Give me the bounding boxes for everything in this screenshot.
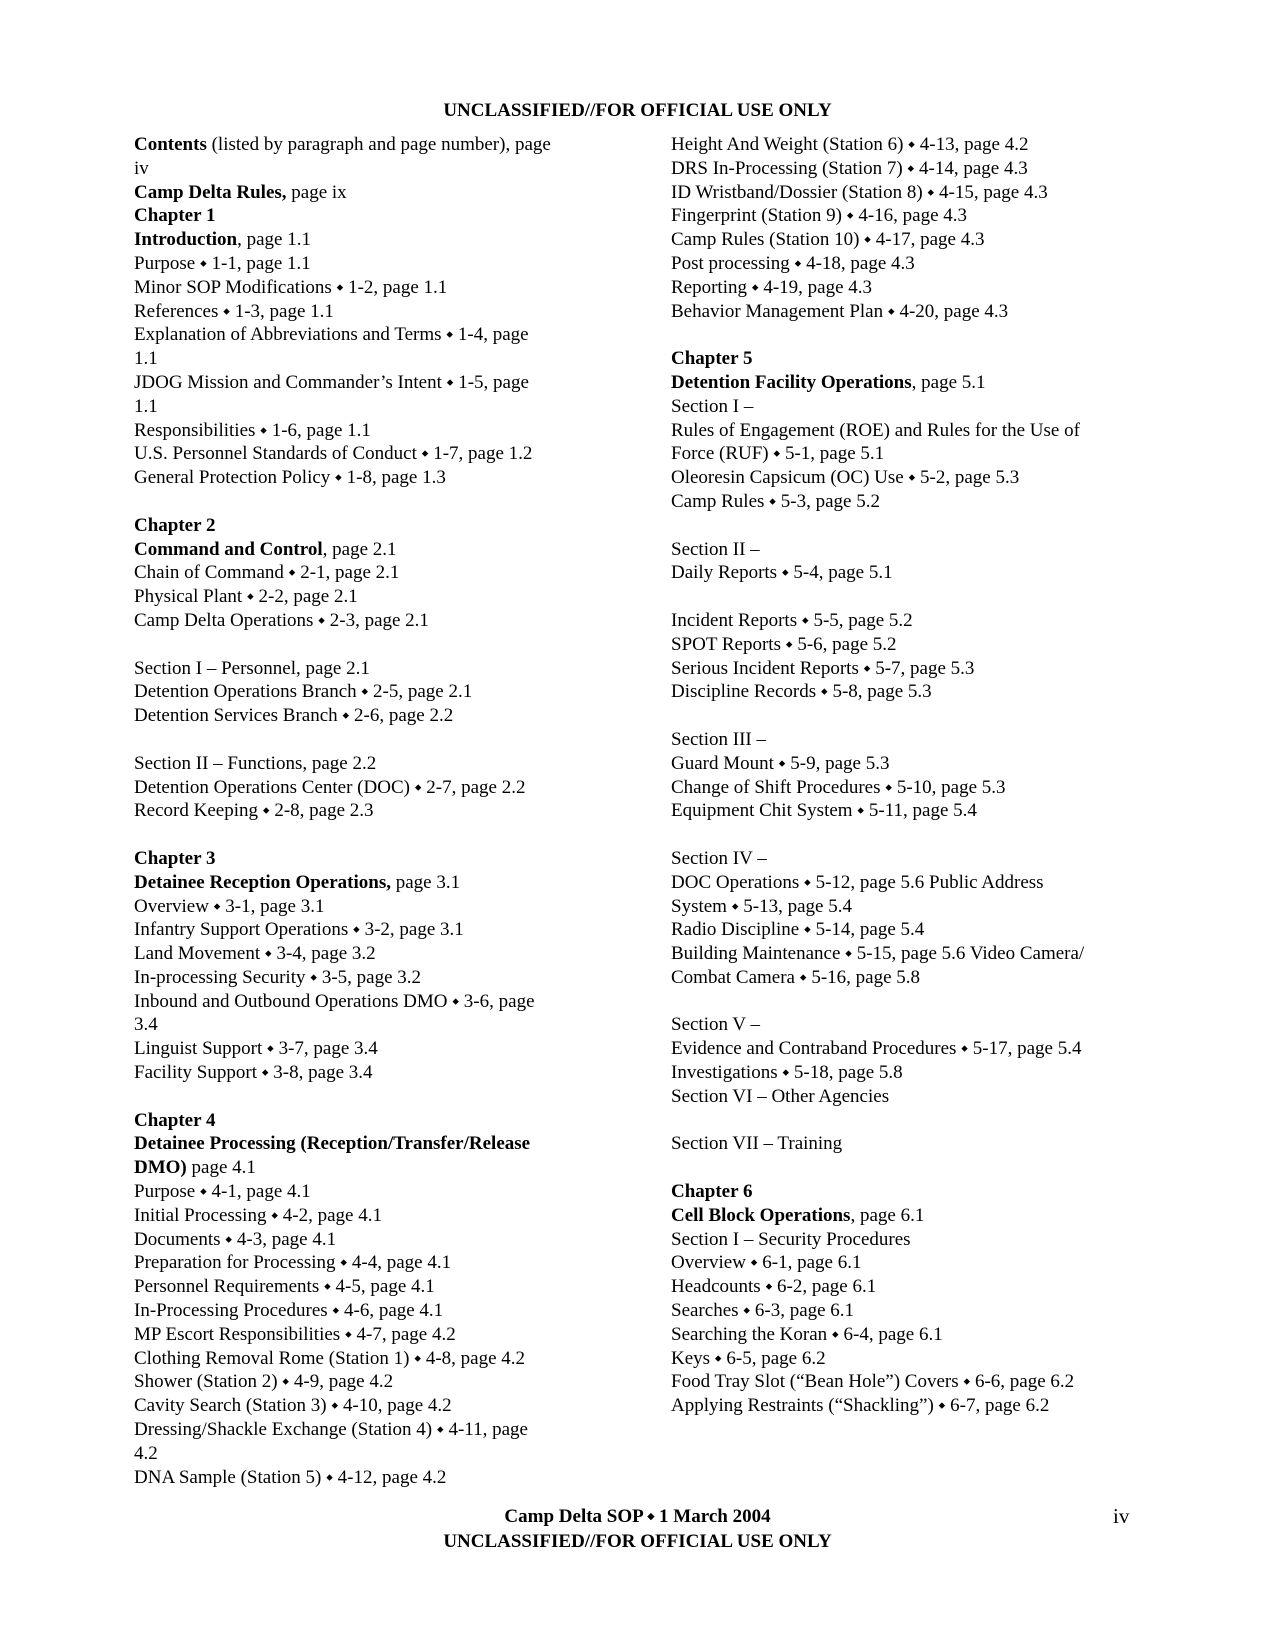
toc-entry-text: Personnel Requirements ⬩ 4-5, page 4.1 xyxy=(134,1276,435,1298)
toc-entry xyxy=(671,609,1141,633)
toc-entry-text: Chain of Command ⬩ 2-1, page 2.1 xyxy=(134,562,400,584)
toc-entry xyxy=(671,395,1141,419)
toc-entry xyxy=(134,942,604,966)
toc-entry-text: DRS In-Processing (Station 7) ⬩ 4-14, page 4.3 xyxy=(671,157,1028,179)
toc-entry-text: In-Processing Procedures ⬩ 4-6, page 4.1 xyxy=(134,1300,444,1322)
toc-entry xyxy=(134,990,604,1014)
toc-entry-text: Radio Discipline ⬩ 5-14, page 5.4 xyxy=(671,919,925,941)
toc-spacer xyxy=(134,490,604,514)
toc-entry-text: System ⬩ 5-13, page 5.4 xyxy=(671,895,852,917)
toc-entry-heading: Chapter 4 xyxy=(134,1109,216,1131)
toc-entry xyxy=(671,895,1141,919)
toc-entry-text: Discipline Records ⬩ 5-8, page 5.3 xyxy=(671,681,932,703)
toc-entry-text: page 4.1 xyxy=(186,1157,256,1179)
toc-entry-text: In-processing Security ⬩ 3-5, page 3.2 xyxy=(134,966,422,988)
toc-entry xyxy=(134,561,604,585)
toc-entry xyxy=(134,776,604,800)
toc-entry xyxy=(671,561,1141,585)
toc-entry xyxy=(671,1204,1141,1228)
toc-entry xyxy=(134,1394,604,1418)
toc-entry xyxy=(134,1251,604,1275)
toc-entry-text: Linguist Support ⬩ 3-7, page 3.4 xyxy=(134,1038,378,1060)
toc-entry-heading: Chapter 5 xyxy=(671,348,753,370)
toc-entry xyxy=(671,1085,1141,1109)
toc-entry xyxy=(134,680,604,704)
toc-entry xyxy=(134,585,604,609)
toc-spacer xyxy=(671,514,1141,538)
toc-entry xyxy=(134,918,604,942)
toc-entry-text: Purpose ⬩ 4-1, page 4.1 xyxy=(134,1181,311,1203)
toc-entry-text: Section VII – Training xyxy=(671,1133,843,1155)
toc-entry-heading: Detainee Reception Operations, xyxy=(134,871,391,893)
toc-entry-text: Explanation of Abbreviations and Terms ⬩ 1-4, page xyxy=(134,324,529,346)
toc-entry xyxy=(671,228,1141,252)
toc-entry-text: Keys ⬩ 6-5, page 6.2 xyxy=(671,1347,826,1369)
toc-entry xyxy=(671,776,1141,800)
toc-entry-text: Reporting ⬩ 4-19, page 4.3 xyxy=(671,276,873,298)
toc-entry-text: Guard Mount ⬩ 5-9, page 5.3 xyxy=(671,752,890,774)
toc-entry xyxy=(134,323,604,347)
toc-entry-text: Rules of Engagement (ROE) and Rules for the Use of xyxy=(671,419,1080,441)
toc-entry xyxy=(134,133,604,157)
toc-entry-text: , page 5.1 xyxy=(911,371,986,393)
toc-entry-text: 4.2 xyxy=(134,1442,158,1464)
toc-entry xyxy=(671,157,1141,181)
toc-entry-text: Combat Camera ⬩ 5-16, page 5.8 xyxy=(671,966,921,988)
toc-entry-text: References ⬩ 1-3, page 1.1 xyxy=(134,300,334,322)
toc-entry xyxy=(134,300,604,324)
toc-entry xyxy=(671,1370,1141,1394)
toc-entry xyxy=(134,1109,604,1133)
toc-entry-text: Section IV – xyxy=(671,847,767,869)
toc-entry-text: Overview ⬩ 3-1, page 3.1 xyxy=(134,895,325,917)
toc-entry-text: U.S. Personnel Standards of Conduct ⬩ 1-7, page 1.2 xyxy=(134,443,533,465)
toc-entry-text: Record Keeping ⬩ 2-8, page 2.3 xyxy=(134,800,374,822)
toc-entry xyxy=(134,752,604,776)
toc-entry-text: (listed by paragraph and page number), page xyxy=(206,134,551,155)
classification-header: UNCLASSIFIED//FOR OFFICIAL USE ONLY xyxy=(443,100,832,121)
toc-spacer xyxy=(671,1156,1141,1180)
toc-entry xyxy=(671,942,1141,966)
toc-entry xyxy=(671,966,1141,990)
toc-entry-text: Equipment Chit System ⬩ 5-11, page 5.4 xyxy=(671,800,977,822)
toc-entry xyxy=(671,1132,1141,1156)
toc-entry-text: Evidence and Contraband Procedures ⬩ 5-17, page 5.4 xyxy=(671,1038,1082,1060)
toc-entry xyxy=(134,895,604,919)
toc-entry-text: Daily Reports ⬩ 5-4, page 5.1 xyxy=(671,562,893,584)
toc-entry xyxy=(671,276,1141,300)
toc-entry xyxy=(134,1299,604,1323)
toc-entry-text: Detention Operations Center (DOC) ⬩ 2-7, page 2.2 xyxy=(134,776,526,798)
toc-entry xyxy=(671,204,1141,228)
toc-entry-text: Post processing ⬩ 4-18, page 4.3 xyxy=(671,252,915,274)
toc-entry xyxy=(671,1037,1141,1061)
toc-entry xyxy=(134,704,604,728)
toc-entry xyxy=(134,276,604,300)
toc-entry-text: Searches ⬩ 6-3, page 6.1 xyxy=(671,1300,855,1322)
toc-entry xyxy=(134,609,604,633)
toc-spacer xyxy=(134,633,604,657)
toc-entry xyxy=(134,181,604,205)
toc-entry xyxy=(134,1275,604,1299)
toc-entry-text: , page 2.1 xyxy=(322,538,397,560)
toc-entry xyxy=(671,1299,1141,1323)
toc-entry xyxy=(134,371,604,395)
page-footer xyxy=(0,1504,1275,1554)
toc-entry-text: iv xyxy=(134,157,149,179)
page-number: iv xyxy=(1113,1504,1130,1528)
toc-entry xyxy=(671,847,1141,871)
toc-entry-text: Camp Rules (Station 10) ⬩ 4-17, page 4.3 xyxy=(671,229,985,251)
toc-entry-heading: Command and Control xyxy=(134,538,323,560)
toc-entry-heading: Contents xyxy=(134,134,207,155)
toc-entry-text: Force (RUF) ⬩ 5-1, page 5.1 xyxy=(671,443,885,465)
toc-entry-text: Facility Support ⬩ 3-8, page 3.4 xyxy=(134,1062,373,1084)
toc-entry-text: Preparation for Processing ⬩ 4-4, page 4.1 xyxy=(134,1252,452,1274)
toc-entry-text: DNA Sample (Station 5) ⬩ 4-12, page 4.2 xyxy=(134,1466,447,1488)
toc-entry xyxy=(134,204,604,228)
toc-entry xyxy=(134,1156,604,1180)
toc-entry xyxy=(134,1061,604,1085)
toc-entry xyxy=(671,371,1141,395)
toc-entry-text: Land Movement ⬩ 3-4, page 3.2 xyxy=(134,943,376,965)
toc-entry-heading: Detainee Processing (Reception/Transfer/Release xyxy=(134,1133,531,1155)
toc-entry-heading: Camp Delta Rules, xyxy=(134,181,287,203)
toc-entry xyxy=(671,181,1141,205)
toc-entry-text: SPOT Reports ⬩ 5-6, page 5.2 xyxy=(671,633,897,655)
toc-entry xyxy=(134,1013,604,1037)
toc-entry-text: 1.1 xyxy=(134,348,158,370)
toc-entry xyxy=(134,1180,604,1204)
toc-entry xyxy=(671,1394,1141,1418)
toc-entry xyxy=(671,1061,1141,1085)
toc-entry-text: General Protection Policy ⬩ 1-8, page 1.3 xyxy=(134,467,446,489)
toc-entry-text: Searching the Koran ⬩ 6-4, page 6.1 xyxy=(671,1323,943,1345)
toc-spacer xyxy=(134,823,604,847)
toc-entry xyxy=(671,347,1141,371)
toc-entry-text: , page 6.1 xyxy=(850,1204,925,1226)
toc-entry-text: ID Wristband/Dossier (Station 8) ⬩ 4-15, page 4.3 xyxy=(671,181,1048,203)
toc-entry xyxy=(671,1228,1141,1252)
footer-title: Camp Delta SOP ⬩ 1 March 2004 xyxy=(504,1506,771,1527)
toc-entry-text: Minor SOP Modifications ⬩ 1-2, page 1.1 xyxy=(134,276,448,298)
toc-entry xyxy=(671,680,1141,704)
toc-entry-heading: Chapter 1 xyxy=(134,205,216,227)
toc-entry xyxy=(134,799,604,823)
toc-entry-text: Incident Reports ⬩ 5-5, page 5.2 xyxy=(671,609,913,631)
toc-entry-text: Section II – Functions, page 2.2 xyxy=(134,752,377,774)
toc-entry-text: 1.1 xyxy=(134,395,158,417)
toc-spacer xyxy=(134,1085,604,1109)
toc-entry-text: Section II – xyxy=(671,538,760,560)
toc-spacer xyxy=(671,704,1141,728)
toc-entry-heading: Detention Facility Operations xyxy=(671,371,912,393)
toc-spacer xyxy=(671,585,1141,609)
toc-entry-text: Responsibilities ⬩ 1-6, page 1.1 xyxy=(134,419,371,441)
toc-spacer xyxy=(134,728,604,752)
toc-entry xyxy=(671,728,1141,752)
toc-entry xyxy=(134,395,604,419)
toc-entry xyxy=(671,466,1141,490)
toc-entry xyxy=(671,133,1141,157)
toc-entry xyxy=(134,347,604,371)
toc-entry-text: Initial Processing ⬩ 4-2, page 4.1 xyxy=(134,1204,382,1226)
toc-entry-text: Height And Weight (Station 6) ⬩ 4-13, page 4.2 xyxy=(671,134,1029,155)
toc-entry xyxy=(671,1251,1141,1275)
toc-entry xyxy=(671,538,1141,562)
toc-entry xyxy=(134,847,604,871)
toc-entry xyxy=(134,1347,604,1371)
toc-entry xyxy=(671,633,1141,657)
toc-entry-text: JDOG Mission and Commander’s Intent ⬩ 1-5, page xyxy=(134,371,529,393)
toc-entry xyxy=(134,871,604,895)
toc-entry-text: Fingerprint (Station 9) ⬩ 4-16, page 4.3 xyxy=(671,205,968,227)
toc-entry xyxy=(134,1466,604,1490)
toc-entry-text: page ix xyxy=(286,181,347,203)
toc-entry xyxy=(134,1228,604,1252)
toc-entry-text: MP Escort Responsibilities ⬩ 4-7, page 4.2 xyxy=(134,1323,456,1345)
toc-entry xyxy=(671,752,1141,776)
toc-entry-text: Documents ⬩ 4-3, page 4.1 xyxy=(134,1228,337,1250)
toc-spacer xyxy=(671,1109,1141,1133)
toc-spacer xyxy=(671,990,1141,1014)
toc-entry-text: Headcounts ⬩ 6-2, page 6.1 xyxy=(671,1276,877,1298)
toc-entry-heading: Chapter 3 xyxy=(134,847,216,869)
toc-entry-text: Camp Rules ⬩ 5-3, page 5.2 xyxy=(671,490,880,512)
toc-entry-text: 3.4 xyxy=(134,1014,158,1036)
toc-entry-text: Serious Incident Reports ⬩ 5-7, page 5.3 xyxy=(671,657,975,679)
toc-entry-text: Change of Shift Procedures ⬩ 5-10, page 5.3 xyxy=(671,776,1006,798)
toc-entry-text: Food Tray Slot (“Bean Hole”) Covers ⬩ 6-6, page 6.2 xyxy=(671,1371,1075,1393)
toc-spacer xyxy=(671,823,1141,847)
toc-entry xyxy=(134,1204,604,1228)
toc-entry xyxy=(671,1180,1141,1204)
toc-entry xyxy=(134,419,604,443)
toc-entry xyxy=(134,514,604,538)
toc-entry-heading: Chapter 6 xyxy=(671,1181,753,1203)
toc-spacer xyxy=(671,323,1141,347)
toc-entry xyxy=(671,657,1141,681)
toc-entry xyxy=(134,1323,604,1347)
toc-entry xyxy=(134,1037,604,1061)
toc-entry-heading: DMO) xyxy=(134,1157,187,1179)
toc-entry-text: Camp Delta Operations ⬩ 2-3, page 2.1 xyxy=(134,609,429,631)
toc-entry xyxy=(134,966,604,990)
toc-entry xyxy=(671,1347,1141,1371)
toc-entry xyxy=(671,300,1141,324)
toc-entry-text: Building Maintenance ⬩ 5-15, page 5.6 Video Camera/ xyxy=(671,943,1085,965)
toc-entry xyxy=(134,1418,604,1442)
toc-entry-text: Overview ⬩ 6-1, page 6.1 xyxy=(671,1252,862,1274)
toc-entry xyxy=(134,442,604,466)
toc-entry-text: Section I – Security Procedures xyxy=(671,1228,911,1250)
toc-entry xyxy=(671,871,1141,895)
toc-entry xyxy=(134,252,604,276)
toc-entry xyxy=(671,442,1141,466)
toc-entry-text: Investigations ⬩ 5-18, page 5.8 xyxy=(671,1062,903,1084)
toc-entry xyxy=(134,228,604,252)
toc-entry xyxy=(134,157,604,181)
toc-entry xyxy=(671,799,1141,823)
toc-entry xyxy=(134,1370,604,1394)
toc-entry xyxy=(134,538,604,562)
toc-entry-text: Oleoresin Capsicum (OC) Use ⬩ 5-2, page 5.3 xyxy=(671,467,1020,489)
toc-entry-text: Dressing/Shackle Exchange (Station 4) ⬩ 4-11, page xyxy=(134,1419,528,1441)
toc-entry xyxy=(671,1013,1141,1037)
toc-entry-text: Section V – xyxy=(671,1014,761,1036)
classification-footer: UNCLASSIFIED//FOR OFFICIAL USE ONLY xyxy=(443,1531,832,1552)
toc-entry xyxy=(134,1442,604,1466)
toc-entry-text: Shower (Station 2) ⬩ 4-9, page 4.2 xyxy=(134,1371,394,1393)
toc-entry xyxy=(671,252,1141,276)
toc-entry-text: Detention Operations Branch ⬩ 2-5, page 2.1 xyxy=(134,681,473,703)
toc-entry-heading: Cell Block Operations xyxy=(671,1204,851,1226)
toc-entry-text: page 3.1 xyxy=(390,871,461,893)
toc-entry xyxy=(671,419,1141,443)
toc-entry-heading: Chapter 2 xyxy=(134,514,216,536)
toc-entry-text: Applying Restraints (“Shackling”) ⬩ 6-7, page 6.2 xyxy=(671,1395,1050,1417)
toc-entry-text: Section I – xyxy=(671,395,754,417)
toc-entry-text: Section I – Personnel, page 2.1 xyxy=(134,657,370,679)
toc-entry-text: Purpose ⬩ 1-1, page 1.1 xyxy=(134,252,311,274)
toc-entry xyxy=(671,1323,1141,1347)
toc-entry xyxy=(134,1132,604,1156)
toc-left-column xyxy=(134,133,604,1489)
toc-entry-text: Clothing Removal Rome (Station 1) ⬩ 4-8, page 4.2 xyxy=(134,1347,526,1369)
toc-entry-text: Cavity Search (Station 3) ⬩ 4-10, page 4.2 xyxy=(134,1395,452,1417)
toc-entry-text: Detention Services Branch ⬩ 2-6, page 2.2 xyxy=(134,705,454,727)
toc-entry-text: Behavior Management Plan ⬩ 4-20, page 4.3 xyxy=(671,300,1009,322)
toc-entry xyxy=(134,466,604,490)
toc-entry-heading: Introduction xyxy=(134,229,238,251)
toc-entry-text: Infantry Support Operations ⬩ 3-2, page 3.1 xyxy=(134,919,464,941)
toc-right-column xyxy=(671,133,1141,1418)
toc-entry-text: Inbound and Outbound Operations DMO ⬩ 3-6, page xyxy=(134,990,535,1012)
toc-entry xyxy=(671,918,1141,942)
toc-entry xyxy=(671,1275,1141,1299)
toc-entry-text: Physical Plant ⬩ 2-2, page 2.1 xyxy=(134,586,358,608)
toc-entry-text: , page 1.1 xyxy=(237,229,311,251)
toc-entry-text: DOC Operations ⬩ 5-12, page 5.6 Public Address xyxy=(671,871,1044,893)
toc-entry xyxy=(671,490,1141,514)
toc-entry xyxy=(134,657,604,681)
toc-entry-text: Section III – xyxy=(671,728,766,750)
toc-entry-text: Section VI – Other Agencies xyxy=(671,1085,890,1107)
